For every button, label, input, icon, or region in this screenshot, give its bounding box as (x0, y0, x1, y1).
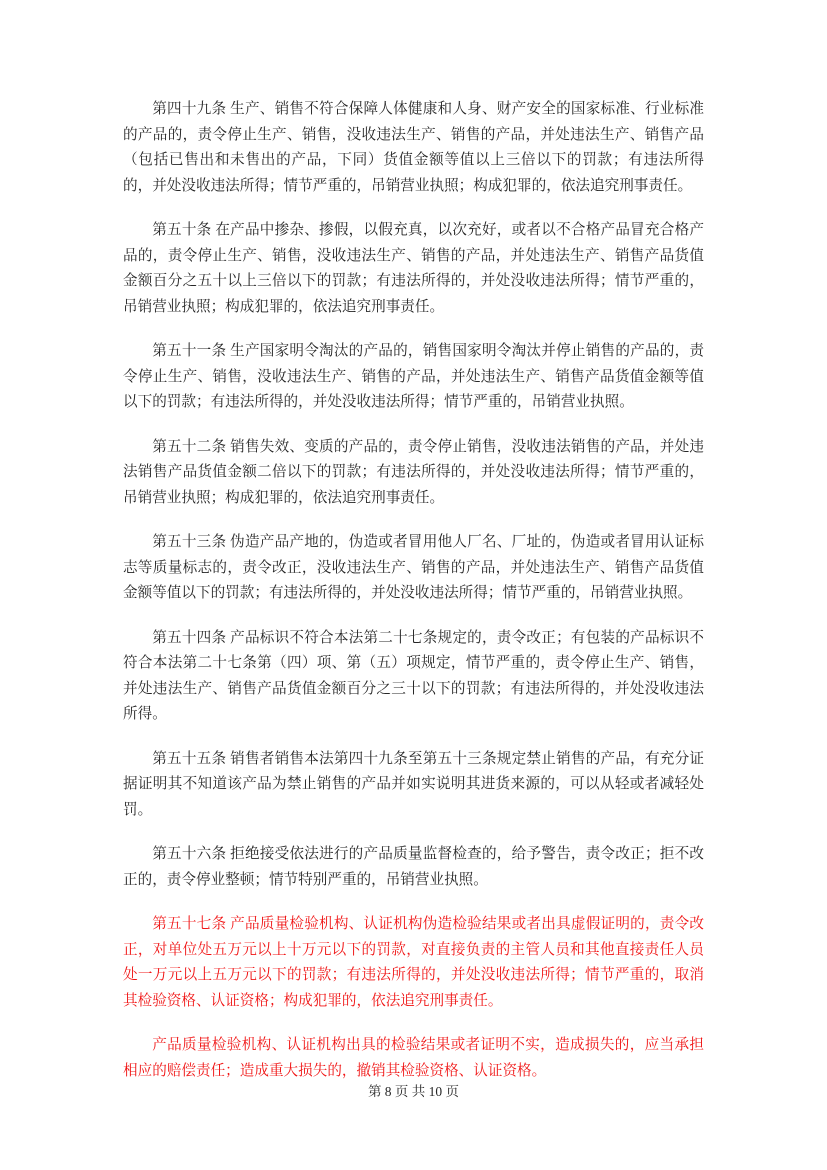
paragraph-article-57: 第五十七条 产品质量检验机构、认证机构伪造检验结果或者出具虚假证明的，责令改正，对单位处五万元以上十万元以下的罚款，对直接负责的主管人员和其他直接责任人员处一万元以上五万元以下的罚款；有违法所得的，并处没收违法所得；情节严重的，取消其检验资格、认证资格；构成犯罪的，依法追究刑事责任。 (123, 916, 704, 1009)
paragraph-article-52: 第五十二条 销售失效、变质的产品的，责令停止销售，没收违法销售的产品，并处违法销售产品货值金额二倍以下的罚款；有违法所得的，并处没收违法所得；情节严重的，吊销营业执照；构成犯罪的，依法追究刑事责任。 (123, 438, 704, 506)
paragraph-article-57-liability: 产品质量检验机构、认证机构出具的检验结果或者证明不实，造成损失的，应当承担相应的赔偿责任；造成重大损失的，撤销其检验资格、认证资格。 (123, 1037, 704, 1079)
paragraph-article-51: 第五十一条 生产国家明令淘汰的产品的，销售国家明令淘汰并停止销售的产品的，责令停止生产、销售，没收违法生产、销售的产品，并处违法生产、销售产品货值金额等值以下的罚款；有违法所得的，并处没收违法所得；情节严重的，吊销营业执照。 (123, 343, 704, 410)
paragraph-article-53: 第五十三条 伪造产品产地的，伪造或者冒用他人厂名、厂址的，伪造或者冒用认证标志等质量标志的，责令改正，没收违法生产、销售的产品，并处违法生产、销售产品货值金额等值以下的罚款；有违法所得的，并处没收违法所得；情节严重的，吊销营业执照。 (123, 534, 704, 601)
page-number-footer: 第 8 页 共 10 页 (367, 1084, 460, 1099)
paragraph-article-56: 第五十六条 拒绝接受依法进行的产品质量监督检查的，给予警告，责令改正；拒不改正的，责令停业整顿；情节特别严重的，吊销营业执照。 (123, 846, 704, 888)
paragraph-article-55: 第五十五条 销售者销售本法第四十九条至第五十三条规定禁止销售的产品，有充分证据证明其不知道该产品为禁止销售的产品并如实说明其进货来源的，可以从轻或者减轻处罚。 (123, 750, 704, 818)
paragraph-article-50: 第五十条 在产品中掺杂、掺假，以假充真，以次充好，或者以不合格产品冒充合格产品的，责令停止生产、销售，没收违法生产、销售的产品，并处违法生产、销售产品货值金额百分之五十以上三倍以下的罚款；有违法所得的，并处没收违法所得；情节严重的，吊销营业执照；构成犯罪的，依法追究刑事责任。 (123, 222, 704, 315)
paragraph-article-49: 第四十九条 生产、销售不符合保障人体健康和人身、财产安全的国家标准、行业标准的产品的，责令停止生产、销售，没收违法生产、销售的产品，并处违法生产、销售产品（包括已售出和未售出的产品，下同）货值金额等值以上三倍以下的罚款；有违法所得的，并处没收违法所得；情节严重的，吊销营业执照；构成犯罪的，依法追究刑事责任。 (123, 101, 704, 194)
paragraph-article-54: 第五十四条 产品标识不符合本法第二十七条规定的，责令改正；有包装的产品标识不符合本法第二十七条第（四）项、第（五）项规定，情节严重的，责令停止生产、销售，并处违法生产、销售产品货值金额百分之三十以下的罚款；有违法所得的，并处没收违法所得。 (123, 629, 704, 722)
document-body (123, 97, 704, 1103)
